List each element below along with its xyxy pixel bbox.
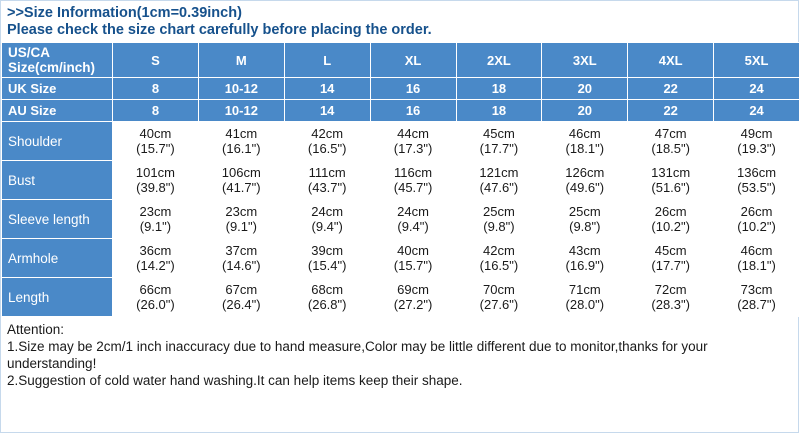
measure-cell [370,161,456,200]
size-header-s: S [113,43,199,78]
au-size-value: 16 [370,100,456,122]
measure-cell [628,278,714,317]
measure-cm: 101cm [135,165,175,180]
measure-cm: 26cm [654,204,687,219]
measure-cell [370,122,456,161]
measure-cm: 73cm [740,282,773,297]
measure-cell [284,122,370,161]
measure-inch: (17.3") [393,141,433,156]
corner-label-cell [2,43,113,78]
au-size-value: 20 [542,100,628,122]
measure-cm: 70cm [483,282,515,297]
measure-cm: 45cm [654,243,687,258]
measure-cm: 68cm [311,282,344,297]
measure-cell [370,200,456,239]
measure-cell [628,122,714,161]
measure-cell [628,239,714,278]
measure-inch: (26.8") [307,297,347,312]
uk-size-row [2,78,799,100]
measure-cell [714,161,799,200]
measure-cm: 25cm [568,204,601,219]
au-size-value: 24 [714,100,799,122]
attention-notes [1,317,798,432]
measure-cm: 43cm [568,243,601,258]
size-table [1,42,799,317]
header-block [1,1,798,42]
au-size-value: 14 [284,100,370,122]
au-size-value: 10-12 [198,100,284,122]
measure-inch: (19.3") [737,141,776,156]
measure-cell [113,200,199,239]
size-header-5xl: 5XL [714,43,799,78]
measure-cm: 37cm [225,243,258,258]
size-header-l: L [284,43,370,78]
measure-cell [714,122,799,161]
measure-inch: (15.7") [393,258,433,273]
measure-cm: 111cm [308,165,346,180]
uk-size-value: 10-12 [198,78,284,100]
measure-inch: (28.3") [651,297,690,312]
measure-cell [542,122,628,161]
measure-cm: 136cm [737,165,777,180]
measure-cell [284,239,370,278]
measure-cell [370,278,456,317]
measure-cell [628,200,714,239]
measure-cm: 46cm [740,243,773,258]
size-header-2xl: 2XL [456,43,542,78]
table-row [2,200,799,239]
measure-cell [284,278,370,317]
measure-inch: (43.7") [307,180,347,195]
measure-cell [284,161,370,200]
uk-size-value: 22 [628,78,714,100]
measure-cell [113,278,199,317]
size-chart-notice: Please check the size chart carefully before placing the order. [7,22,432,38]
uk-size-value: 16 [370,78,456,100]
table-row [2,122,799,161]
measure-cm: 36cm [139,243,172,258]
measure-inch: (17.7") [479,141,519,156]
measure-inch: (14.6") [222,258,261,273]
measure-cell [542,278,628,317]
measure-inch: (28.0") [565,297,605,312]
size-header-4xl: 4XL [628,43,714,78]
measure-cell [456,200,542,239]
measure-inch: (39.8") [136,180,175,195]
measure-cm: 126cm [565,165,605,180]
measure-cell [456,161,542,200]
measure-inch: (16.9") [565,258,605,273]
measure-cm: 40cm [397,243,429,258]
au-size-row [2,100,799,122]
uk-size-value: 24 [714,78,799,100]
measure-cm: 106cm [221,165,261,180]
measure-cm: 121cm [479,165,519,180]
measure-cm: 26cm [740,204,773,219]
measure-inch: (9.8") [483,219,515,234]
measure-cm: 23cm [139,204,172,219]
size-header-3xl: 3XL [542,43,628,78]
row-label-armhole: Armhole [2,239,113,278]
measure-inch: (10.2") [651,219,690,234]
row-label-sleeve-length: Sleeve length [2,200,113,239]
measure-cell [542,239,628,278]
measure-inch: (15.7") [136,141,175,156]
measure-cell [198,161,284,200]
measure-cm: 42cm [483,243,515,258]
attention-note-2: 2.Suggestion of cold water hand washing.It can help items keep their shape. [7,373,463,388]
size-header-m: M [198,43,284,78]
measure-cell [714,278,799,317]
measure-cm: 25cm [483,204,515,219]
corner-label-line1: US/CA [8,45,51,60]
measure-cm: 69cm [397,282,429,297]
measure-cell [542,161,628,200]
uk-size-value: 18 [456,78,542,100]
measure-cell [714,200,799,239]
attention-title: Attention: [7,322,65,337]
uk-size-value: 14 [284,78,370,100]
au-size-value: 22 [628,100,714,122]
measure-inch: (17.7") [651,258,690,273]
measure-cell [198,278,284,317]
measure-inch: (10.2") [737,219,776,234]
measure-cm: 67cm [225,282,258,297]
measure-cm: 41cm [225,126,258,141]
size-header-xl: XL [370,43,456,78]
measure-cm: 23cm [225,204,258,219]
measure-inch: (53.5") [737,180,776,195]
measure-inch: (18.1") [565,141,605,156]
measure-cm: 131cm [651,165,691,180]
measure-cell [284,200,370,239]
corner-label-line2: Size(cm/inch) [8,60,96,75]
measure-cell [628,161,714,200]
size-information-title: >>Size Information(1cm=0.39inch) [7,5,242,21]
measure-inch: (18.1") [737,258,776,273]
measure-cm: 71cm [568,282,601,297]
measure-inch: (9.1") [139,219,172,234]
measure-cm: 24cm [397,204,429,219]
measure-inch: (27.6") [479,297,519,312]
measure-inch: (47.6") [479,180,519,195]
measure-cell [542,200,628,239]
measure-inch: (16.1") [222,141,261,156]
table-header-row [2,43,799,78]
measure-cell [198,200,284,239]
measure-cell [198,122,284,161]
measure-inch: (41.7") [222,180,261,195]
table-row [2,161,799,200]
row-label-shoulder: Shoulder [2,122,113,161]
measure-cell [456,239,542,278]
measure-cm: 46cm [568,126,601,141]
measure-cell [198,239,284,278]
measure-cm: 116cm [394,165,433,180]
measure-inch: (9.1") [225,219,257,234]
measure-inch: (9.4") [397,219,429,234]
measure-cell [113,122,199,161]
attention-note-1: 1.Size may be 2cm/1 inch inaccuracy due to hand measure,Color may be little different due to monitor,thanks for your understanding! [7,339,708,371]
table-row [2,278,799,317]
measure-inch: (51.6") [651,180,690,195]
au-size-value: 18 [456,100,542,122]
measure-inch: (16.5") [479,258,519,273]
measure-inch: (18.5") [651,141,690,156]
measure-inch: (45.7") [393,180,433,195]
measure-cm: 49cm [740,126,773,141]
table-row [2,239,799,278]
measure-inch: (27.2") [393,297,433,312]
measure-cm: 39cm [311,243,344,258]
au-size-value: 8 [113,100,199,122]
measure-cell [113,161,199,200]
measure-cell [714,239,799,278]
measure-cm: 42cm [311,126,344,141]
measure-inch: (9.4") [311,219,343,234]
row-label-bust: Bust [2,161,113,200]
measure-inch: (9.8") [569,219,601,234]
measure-inch: (14.2") [136,258,175,273]
measure-cell [456,122,542,161]
measure-inch: (49.6") [565,180,605,195]
measure-cm: 66cm [139,282,172,297]
measure-inch: (28.7") [737,297,776,312]
measure-cm: 47cm [654,126,687,141]
measure-cell [456,278,542,317]
uk-size-value: 20 [542,78,628,100]
measure-cm: 24cm [311,204,344,219]
measure-inch: (16.5") [307,141,347,156]
measure-inch: (26.4") [222,297,261,312]
row-label-length: Length [2,278,113,317]
au-size-label: AU Size [2,100,113,122]
measure-cell [370,239,456,278]
measure-inch: (15.4") [307,258,347,273]
measure-cm: 44cm [397,126,429,141]
measure-cell [113,239,199,278]
uk-size-label: UK Size [2,78,113,100]
measure-inch: (26.0") [136,297,175,312]
measure-cm: 40cm [139,126,172,141]
measure-cm: 45cm [483,126,515,141]
uk-size-value: 8 [113,78,199,100]
measure-cm: 72cm [654,282,687,297]
